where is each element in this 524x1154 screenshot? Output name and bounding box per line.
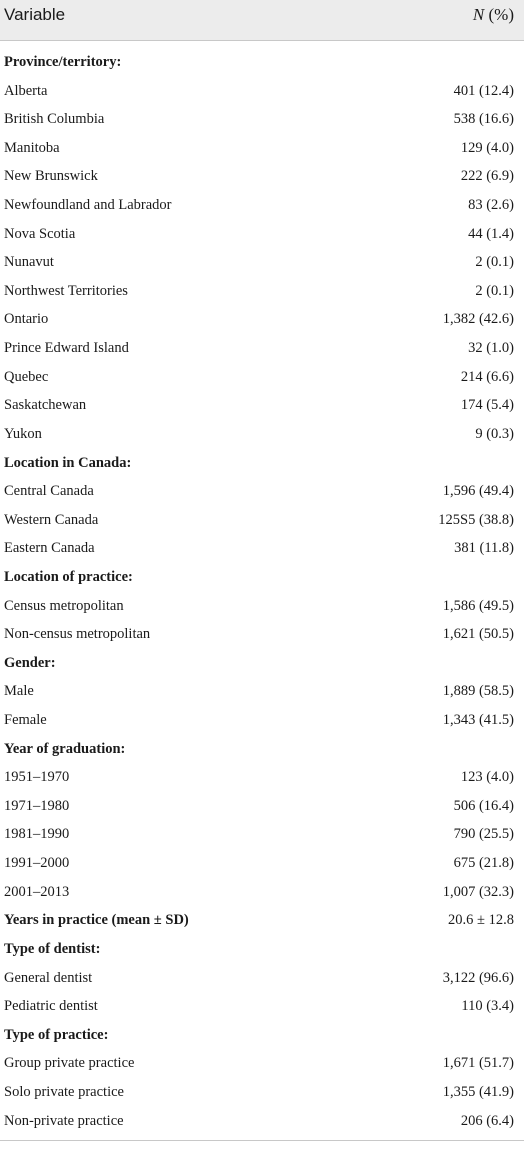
table-row <box>0 249 524 278</box>
row-value: 1,586 (49.5) <box>442 597 514 614</box>
row-value: 83 (2.6) <box>468 197 514 214</box>
table-row <box>0 1050 524 1079</box>
table-row <box>0 221 524 250</box>
row-value: 1,382 (42.6) <box>442 311 514 328</box>
row-value: 44 (1.4) <box>468 225 514 242</box>
table-row <box>0 306 524 335</box>
row-label: 1971–1980 <box>4 797 70 814</box>
table-row <box>0 678 524 707</box>
row-label: Ontario <box>4 311 49 328</box>
table-row <box>0 1108 524 1137</box>
row-value: 20.6 ± 12.8 <box>448 912 514 929</box>
table-row <box>0 392 524 421</box>
row-label: Alberta <box>4 82 48 99</box>
table-row <box>0 821 524 850</box>
row-label: Census metropolitan <box>4 597 124 614</box>
percent-header-label: (%) <box>488 5 514 24</box>
row-value: 129 (4.0) <box>460 139 514 156</box>
row-label: 1991–2000 <box>4 855 70 872</box>
section-header-row <box>0 564 524 593</box>
table-row <box>0 621 524 650</box>
section-label: Type of practice: <box>4 1026 109 1043</box>
table-row <box>0 478 524 507</box>
row-label: Pediatric dentist <box>4 998 98 1015</box>
row-value: 1,343 (41.5) <box>442 712 514 729</box>
row-label: Solo private practice <box>4 1083 124 1100</box>
row-value: 1,621 (50.5) <box>442 626 514 643</box>
section-header-row <box>0 450 524 479</box>
row-value: 125S5 (38.8) <box>438 511 514 528</box>
table-row <box>0 879 524 908</box>
table-row <box>0 192 524 221</box>
row-label: General dentist <box>4 969 93 986</box>
row-label: Non-census metropolitan <box>4 626 151 643</box>
n-header-label: N <box>472 5 485 24</box>
row-label: Male <box>4 683 34 700</box>
row-value: 206 (6.4) <box>460 1112 514 1129</box>
table-row <box>0 135 524 164</box>
section-header-row <box>0 1022 524 1051</box>
table-row <box>0 421 524 450</box>
row-value: 1,889 (58.5) <box>442 683 514 700</box>
row-label: 1981–1990 <box>4 826 70 843</box>
row-label: Saskatchewan <box>4 397 87 414</box>
section-header-row <box>0 49 524 78</box>
section-header-row <box>0 936 524 965</box>
table-row <box>0 793 524 822</box>
table-row <box>0 1079 524 1108</box>
row-label: 1951–1970 <box>4 769 70 786</box>
section-label: Location in Canada: <box>4 454 132 471</box>
table-row <box>0 163 524 192</box>
row-value: 506 (16.4) <box>453 797 514 814</box>
row-value: 790 (25.5) <box>453 826 514 843</box>
row-label: Eastern Canada <box>4 540 95 557</box>
table-row <box>0 850 524 879</box>
table-header <box>0 0 524 41</box>
table-row <box>0 993 524 1022</box>
row-value: 110 (3.4) <box>461 998 514 1015</box>
variable-column-header: Variable <box>4 5 66 24</box>
table-row <box>0 507 524 536</box>
section-header-row <box>0 650 524 679</box>
row-label: Quebec <box>4 368 49 385</box>
row-label: Group private practice <box>4 1055 135 1072</box>
row-label: Newfoundland and Labrador <box>4 197 172 214</box>
row-label: New Brunswick <box>4 168 98 185</box>
row-label: Manitoba <box>4 139 60 156</box>
table-row <box>0 278 524 307</box>
row-label: Yukon <box>4 425 42 442</box>
section-header-row <box>0 736 524 765</box>
row-label: Western Canada <box>4 511 99 528</box>
section-label: Location of practice: <box>4 568 133 585</box>
table-row <box>0 335 524 364</box>
row-value: 381 (11.8) <box>454 540 514 557</box>
row-value: 401 (12.4) <box>453 82 514 99</box>
row-label: Central Canada <box>4 483 94 500</box>
table-row <box>0 106 524 135</box>
row-label: Prince Edward Island <box>4 340 129 357</box>
row-value: 1,355 (41.9) <box>442 1083 514 1100</box>
row-value: 1,671 (51.7) <box>442 1055 514 1072</box>
table-row <box>0 764 524 793</box>
row-label: Non-private practice <box>4 1112 124 1129</box>
section-label: Province/territory: <box>4 54 122 70</box>
row-value: 538 (16.6) <box>453 111 514 128</box>
row-value: 2 (0.1) <box>475 282 514 299</box>
table-row <box>0 707 524 736</box>
row-value: 1,007 (32.3) <box>442 883 514 900</box>
row-label: Years in practice (mean ± SD) <box>4 912 189 929</box>
row-value: 9 (0.3) <box>475 425 514 442</box>
table-row <box>0 535 524 564</box>
row-value: 214 (6.6) <box>460 368 514 385</box>
table-row <box>0 78 524 107</box>
section-label: Type of dentist: <box>4 940 101 957</box>
row-value: 1,596 (49.4) <box>442 483 514 500</box>
table-row <box>0 364 524 393</box>
row-value: 222 (6.9) <box>460 168 514 185</box>
row-label: Female <box>4 712 47 729</box>
section-label: Year of graduation: <box>4 740 126 757</box>
row-value: 2 (0.1) <box>475 254 514 271</box>
row-label: British Columbia <box>4 111 105 128</box>
row-value: 32 (1.0) <box>468 340 514 357</box>
row-value: 3,122 (96.6) <box>442 969 514 986</box>
row-label: Northwest Territories <box>4 282 128 299</box>
table-row <box>0 965 524 994</box>
row-value: 675 (21.8) <box>453 855 514 872</box>
row-label: 2001–2013 <box>4 883 70 900</box>
row-label: Nova Scotia <box>4 225 76 242</box>
section-label: Gender: <box>4 654 56 671</box>
row-value: 174 (5.4) <box>460 397 514 414</box>
table-row <box>0 593 524 622</box>
n-percent-column-header <box>473 5 514 25</box>
table-body <box>0 41 524 1136</box>
row-label: Nunavut <box>4 254 54 271</box>
table-bottom-rule <box>0 1140 524 1141</box>
table-row <box>0 907 524 936</box>
row-value: 123 (4.0) <box>460 769 514 786</box>
